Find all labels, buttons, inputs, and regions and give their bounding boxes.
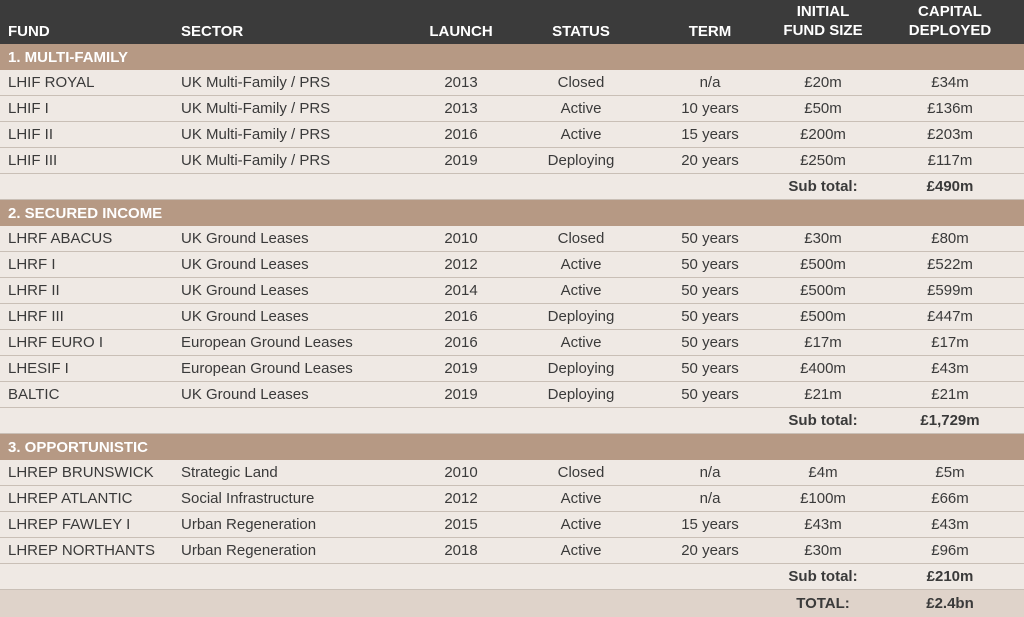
table-row — [0, 278, 1024, 304]
fund-launch: 2010 — [444, 464, 478, 481]
fund-term: n/a — [699, 490, 721, 507]
fund-name: LHREP NORTHANTS — [8, 542, 155, 559]
table-row — [0, 226, 1024, 252]
fund-name: LHRF EURO I — [8, 334, 104, 351]
table-row — [0, 512, 1024, 538]
subtotal-value: £210m — [926, 568, 974, 585]
fund-capital: £80m — [931, 230, 969, 247]
fund-launch: 2016 — [444, 334, 478, 351]
fund-launch: 2019 — [444, 152, 478, 169]
fund-capital: £34m — [931, 74, 969, 91]
fund-term: 50 years — [681, 282, 739, 299]
fund-name: LHESIF I — [8, 360, 69, 377]
fund-size: £500m — [800, 282, 846, 299]
fund-name: LHIF III — [8, 152, 58, 169]
fund-capital: £43m — [931, 516, 969, 533]
fund-name: LHREP FAWLEY I — [8, 516, 131, 533]
fund-launch: 2019 — [444, 360, 478, 377]
fund-size: £20m — [804, 74, 842, 91]
fund-status: Active — [560, 490, 602, 507]
fund-status: Closed — [557, 464, 605, 481]
fund-term: n/a — [699, 464, 721, 481]
fund-size: £250m — [800, 152, 846, 169]
fund-name: LHREP ATLANTIC — [8, 490, 133, 507]
fund-name: LHRF I — [8, 256, 56, 273]
fund-launch: 2014 — [444, 282, 478, 299]
table-row — [0, 460, 1024, 486]
subtotal-label: Sub total: — [788, 412, 858, 429]
fund-size: £4m — [808, 464, 838, 481]
fund-term: 15 years — [681, 516, 739, 533]
header-status: STATUS — [552, 23, 610, 40]
fund-name: LHIF I — [8, 100, 49, 117]
fund-capital: £43m — [931, 360, 969, 377]
fund-term: 50 years — [681, 230, 739, 247]
fund-status: Deploying — [547, 386, 615, 403]
fund-capital: £66m — [931, 490, 969, 507]
fund-launch: 2015 — [444, 516, 478, 533]
fund-launch: 2016 — [444, 308, 478, 325]
fund-size: £500m — [800, 256, 846, 273]
table-row — [0, 252, 1024, 278]
fund-sector: Urban Regeneration — [181, 542, 317, 559]
header-cap-line2: DEPLOYED — [908, 22, 992, 39]
fund-launch: 2019 — [444, 386, 478, 403]
table-row — [0, 356, 1024, 382]
fund-size: £50m — [804, 100, 842, 117]
table-row — [0, 538, 1024, 564]
total-row — [0, 590, 1024, 617]
fund-launch: 2016 — [444, 126, 478, 143]
fund-launch: 2018 — [444, 542, 478, 559]
header-size-line1: INITIAL — [796, 3, 850, 20]
fund-sector: UK Ground Leases — [181, 386, 309, 403]
fund-name: LHREP BRUNSWICK — [8, 464, 154, 481]
fund-sector: UK Multi-Family / PRS — [181, 152, 331, 169]
fund-term: 50 years — [681, 360, 739, 377]
fund-sector: Urban Regeneration — [181, 516, 317, 533]
fund-size: £30m — [804, 230, 842, 247]
fund-capital: £599m — [927, 282, 973, 299]
table-row — [0, 330, 1024, 356]
subtotal-row — [0, 174, 1024, 200]
table-row — [0, 122, 1024, 148]
fund-capital: £96m — [931, 542, 969, 559]
section-title: 2. SECURED INCOME — [8, 204, 163, 222]
fund-name: LHRF ABACUS — [8, 230, 113, 247]
section-header — [0, 44, 1024, 70]
fund-term: 50 years — [681, 334, 739, 351]
fund-capital: £203m — [927, 126, 973, 143]
fund-term: 10 years — [681, 100, 739, 117]
fund-term: 20 years — [681, 542, 739, 559]
fund-name: LHIF ROYAL — [8, 74, 95, 91]
fund-launch: 2012 — [444, 256, 478, 273]
fund-sector: Strategic Land — [181, 464, 278, 481]
table-row — [0, 486, 1024, 512]
fund-capital: £21m — [931, 386, 969, 403]
fund-capital: £5m — [935, 464, 965, 481]
section-title: 1. MULTI-FAMILY — [8, 48, 128, 66]
fund-launch: 2013 — [444, 100, 478, 117]
section-title: 3. OPPORTUNISTIC — [8, 438, 149, 456]
table-header — [0, 0, 1024, 44]
fund-sector: UK Multi-Family / PRS — [181, 100, 331, 117]
fund-sector: UK Multi-Family / PRS — [181, 74, 331, 91]
fund-term: 50 years — [681, 386, 739, 403]
subtotal-label: Sub total: — [788, 178, 858, 195]
fund-sector: UK Ground Leases — [181, 282, 309, 299]
total-label: TOTAL: — [796, 595, 850, 612]
fund-status: Active — [560, 256, 602, 273]
table-row — [0, 304, 1024, 330]
fund-status: Active — [560, 334, 602, 351]
fund-term: 50 years — [681, 308, 739, 325]
fund-name: LHRF II — [8, 282, 60, 299]
fund-status: Closed — [557, 230, 605, 247]
subtotal-value: £490m — [926, 178, 974, 195]
fund-status: Active — [560, 516, 602, 533]
fund-status: Active — [560, 542, 602, 559]
fund-term: 15 years — [681, 126, 739, 143]
fund-capital: £447m — [927, 308, 973, 325]
subtotal-row — [0, 408, 1024, 434]
fund-status: Active — [560, 126, 602, 143]
fund-name: BALTIC — [8, 386, 60, 403]
fund-size: £400m — [800, 360, 846, 377]
fund-size: £30m — [804, 542, 842, 559]
table-row — [0, 148, 1024, 174]
header-sector: SECTOR — [181, 23, 244, 40]
table-row — [0, 96, 1024, 122]
fund-status: Deploying — [547, 308, 615, 325]
fund-capital: £117m — [927, 152, 973, 169]
total-value: £2.4bn — [926, 595, 974, 612]
fund-status: Closed — [557, 74, 605, 91]
fund-launch: 2013 — [444, 74, 478, 91]
fund-capital: £17m — [931, 334, 969, 351]
table-row — [0, 70, 1024, 96]
fund-status: Deploying — [547, 360, 615, 377]
header-size-line2: FUND SIZE — [783, 22, 863, 39]
header-fund: FUND — [8, 23, 50, 40]
fund-name: LHRF III — [8, 308, 64, 325]
subtotal-label: Sub total: — [788, 568, 858, 585]
header-term: TERM — [688, 23, 732, 40]
fund-size: £43m — [804, 516, 842, 533]
fund-capital: £522m — [927, 256, 973, 273]
fund-sector: UK Ground Leases — [181, 308, 309, 325]
fund-status: Active — [560, 100, 602, 117]
fund-sector: European Ground Leases — [181, 360, 353, 377]
fund-term: 50 years — [681, 256, 739, 273]
header-initial-fund-size — [768, 0, 878, 44]
section-header — [0, 200, 1024, 226]
fund-sector: UK Multi-Family / PRS — [181, 126, 331, 143]
fund-sector: UK Ground Leases — [181, 256, 309, 273]
fund-status: Deploying — [547, 152, 615, 169]
fund-sector: European Ground Leases — [181, 334, 353, 351]
fund-size: £100m — [800, 490, 846, 507]
fund-size: £200m — [800, 126, 846, 143]
fund-term: n/a — [699, 74, 721, 91]
fund-size: £17m — [804, 334, 842, 351]
fund-sector: UK Ground Leases — [181, 230, 309, 247]
fund-launch: 2010 — [444, 230, 478, 247]
fund-capital: £136m — [927, 100, 973, 117]
section-header — [0, 434, 1024, 460]
table-row — [0, 382, 1024, 408]
fund-term: 20 years — [681, 152, 739, 169]
subtotal-value: £1,729m — [920, 412, 980, 429]
fund-launch: 2012 — [444, 490, 478, 507]
header-capital-deployed — [895, 0, 1005, 44]
fund-name: LHIF II — [8, 126, 54, 143]
fund-size: £500m — [800, 308, 846, 325]
header-cap-line1: CAPITAL — [918, 3, 982, 20]
header-launch: LAUNCH — [429, 23, 493, 40]
fund-status: Active — [560, 282, 602, 299]
fund-sector: Social Infrastructure — [181, 490, 315, 507]
subtotal-row — [0, 564, 1024, 590]
fund-size: £21m — [804, 386, 842, 403]
